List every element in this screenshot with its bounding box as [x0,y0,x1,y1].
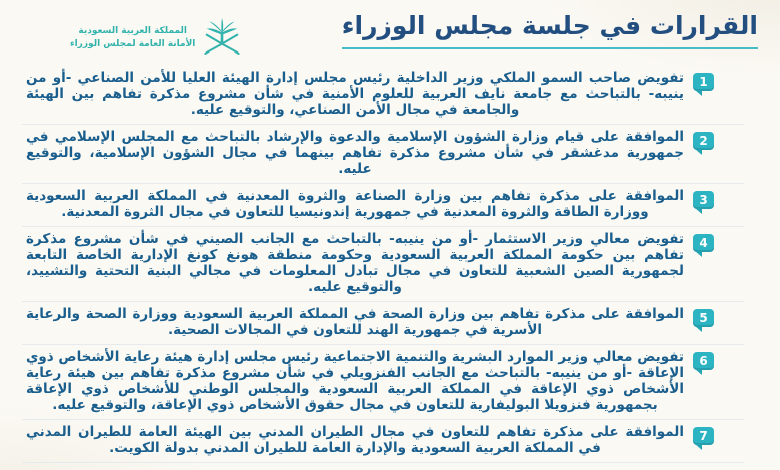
decision-6-text: تفويض معالي وزير الموارد البشرية والتنمية الاجتماعية رئيس مجلس إدارة هيئة رعاية الأشخاص ذوي الإعاقة -أو من ينيبه- بالتباحث مع الجانب الفنزويلي في شأن مشروع مذكرة تفاهم بين هيئة رعاية الأشخاص ذوي الإعاقة في المملكة العربية السعودية والمجلس الوطني للأشخاص ذوي الإعاقة بجمهورية فنزويلا البوليفارية للتعاون في مجال حقوق الأشخاص ذوي الإعاقة، والتوقيع عليه. [26,349,684,413]
decision-6-number-badge [693,352,714,370]
decision-3-text: الموافقة على مذكرة تفاهم بين وزارة الصناعة والثروة المعدنية في المملكة العربية السعودية ووزارة الطاقة والثروة المعدنية في جمهورية إندونيسيا للتعاون في مجال الثروة المعدنية. [26,188,684,220]
decision-item-1 [22,66,744,125]
decision-2-text: الموافقة على قيام وزارة الشؤون الإسلامية والدعوة والإرشاد بالتباحث مع المجلس الإسلامي في جمهورية مدغشقر في شأن مشروع مذكرة تفاهم بينهما في مجال الشؤون الإسلامية، والتوقيع عليه. [26,129,684,177]
decision-4-number-badge [693,234,714,252]
org-name-line2: الأمانة العامة لمجلس الوزراء [70,39,196,49]
decision-1-number: 1 [699,75,708,89]
decision-4-number: 4 [699,236,708,250]
decision-4-text: تفويض معالي وزير الاستثمار -أو من ينيبه- بالتباحث مع الجانب الصيني في شأن مشروع مذكرة تفاهم بين حكومة المملكة العربية السعودية وحكومة منطقة هونغ كونغ الإدارية الخاصة التابعة لجمهورية الصين الشعبية للتعاون في مجال تبادل المعلومات في مجالي البنية التحتية والتشييد، والتوقيع عليه. [26,231,684,295]
title-block [342,12,758,49]
decisions-list [22,66,744,463]
decision-2-number-badge [693,132,714,150]
decision-3-number: 3 [699,193,708,207]
header [0,0,780,60]
decision-item-6 [22,345,744,420]
decision-5-text: الموافقة على مذكرة تفاهم بين وزارة الصحة في المملكة العربية السعودية ووزارة الصحة والرعاية الأسرية في جمهورية الهند للتعاون في المجالات الصحية. [26,306,684,338]
decision-3-number-badge [693,191,714,209]
decision-item-2 [22,125,744,184]
government-logo [70,16,242,60]
decision-7-number-badge [693,427,714,445]
org-name [70,25,195,51]
decision-item-7 [22,420,744,463]
decision-5-number-badge [693,309,714,327]
decision-1-text: تفويض صاحب السمو الملكي وزير الداخلية رئيس مجلس إدارة الهيئة العليا للأمن الصناعي -أو من ينيبه- بالتباحث مع جامعة نايف العربية للعلوم الأمنية في شأن مشروع مذكرة تفاهم بين الهيئة والجامعة في مجال الأمن الصناعي، والتوقيع عليه. [26,70,684,118]
decision-5-number: 5 [699,311,708,325]
saudi-palm-swords-icon [202,16,242,60]
decision-item-3 [22,184,744,227]
decision-7-number: 7 [699,429,708,443]
decision-1-number-badge [693,73,714,91]
decision-2-number: 2 [699,134,708,148]
decision-item-5 [22,302,744,345]
org-name-line1: المملكة العربية السعودية [78,25,187,36]
decision-7-text: الموافقة على مذكرة تفاهم للتعاون في مجال الطيران المدني بين الهيئة العامة للطيران المدني في المملكة العربية السعودية والإدارة العامة للطيران المدني بدولة الكويت. [26,424,684,456]
page-title: القرارات في جلسة مجلس الوزراء [342,12,758,49]
decision-6-number: 6 [699,354,708,368]
decision-item-4 [22,227,744,302]
